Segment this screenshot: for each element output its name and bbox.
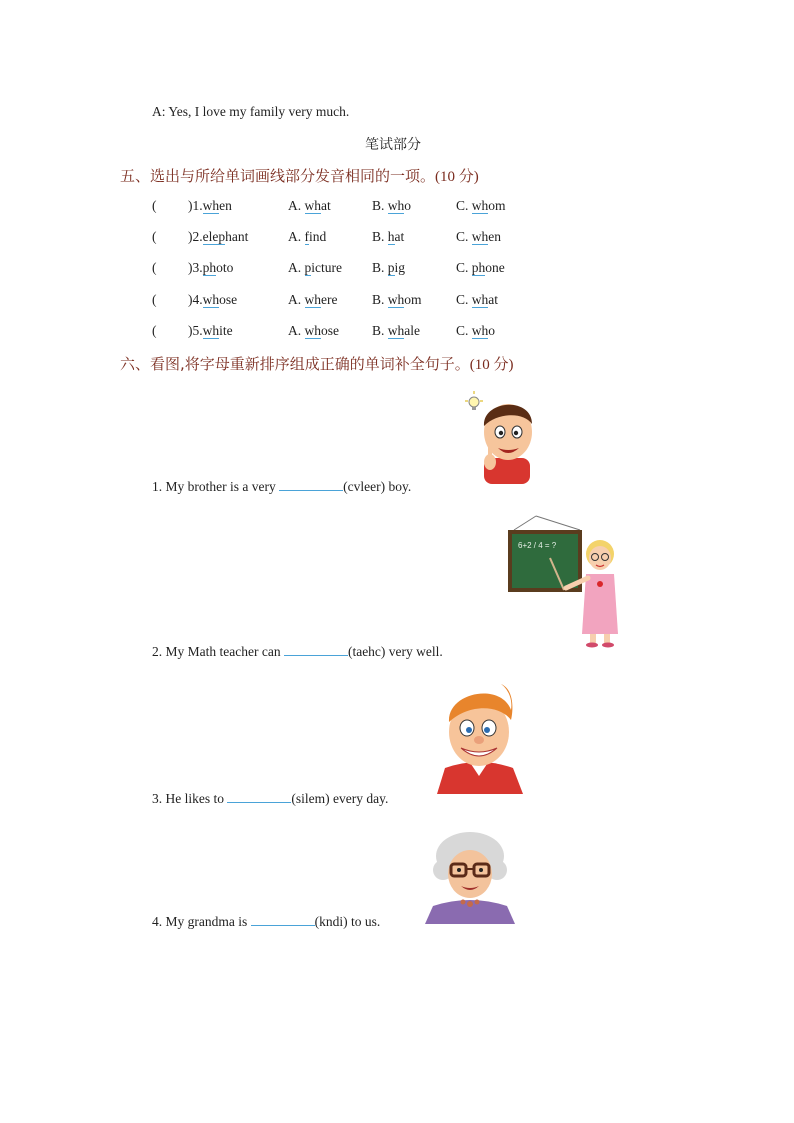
question-1-option-c: C. whom [456,198,506,213]
underlined-part: p [387,260,395,275]
section6-heading [120,353,514,374]
question-4-bracket [152,292,157,308]
question-3-bracket [152,260,157,276]
sentence-1: 1. My brother is a very (cvleer) boy. [152,479,412,494]
underlined-part: wh [387,198,405,213]
underlined-part: f [304,229,309,244]
underlined-part: wh [202,292,220,307]
underlined-part: wh [387,292,405,307]
underlined-part: ph [471,260,486,275]
question-3-option-c: C. phone [456,260,505,275]
question-number: )3. [188,260,203,275]
section6-heading-text: 六、看图,将字母重新排序组成正确的单词补全句子。 [120,355,470,373]
underlined-part: p [304,260,312,275]
answer-paren[interactable]: ( [152,198,157,213]
question-number: )5. [188,323,203,338]
underlined-part: wh [304,323,321,338]
sentence-3: 3. He likes to (silem) every day. [152,791,389,806]
question-1-option-b: B. who [372,198,412,213]
question-number: )1. [188,198,203,213]
question-2-option-a: A. find [288,229,327,244]
answer-blank-2[interactable] [284,643,348,656]
question-4-option-c: C. what [456,292,499,307]
underlined-part: wh [471,292,489,307]
section6-points: (10 分) [469,357,514,373]
answer-paren[interactable]: ( [152,292,157,307]
question-5-option-c: C. who [456,323,496,338]
teacher-blackboard-illustration [504,514,628,648]
question-4-option-b: B. whom [372,292,422,307]
answer-line: A: Yes, I love my family very much. [152,104,350,119]
lightbulb-icon [465,391,483,410]
question-5-word: )5.white [188,323,233,338]
sentence-4: 4. My grandma is (kndi) to us. [152,914,381,929]
question-3-word: )3.photo [188,260,234,275]
underlined-part: wh [471,198,489,213]
underlined-part: wh [471,323,489,338]
section5-heading-text: 五、选出与所给单词画线部分发音相同的一项。 [120,167,436,185]
underlined-part: wh [304,198,321,213]
question-number: )4. [188,292,203,307]
question-5-option-b: B. whale [372,323,421,338]
answer-paren[interactable]: ( [152,260,157,275]
underlined-part: elep [202,229,226,244]
underlined-part: wh [202,323,220,338]
board-text: 6+2 / 4 = ? [518,541,557,550]
section5-heading [120,165,479,186]
answer-blank-3[interactable] [227,790,291,803]
underlined-part: wh [471,229,489,244]
question-1-bracket [152,198,157,214]
answer-paren[interactable]: ( [152,323,157,338]
question-1-option-a: A. what [288,198,331,213]
question-2-option-b: B. hat [372,229,405,244]
question-2-word: )2.elephant [188,229,249,244]
grandma-illustration [421,826,519,924]
sentence-2: 2. My Math teacher can (taehc) very well. [152,644,443,659]
question-1-word: )1.when [188,198,232,213]
smiling-man-illustration [431,676,527,794]
question-4-word: )4.whose [188,292,238,307]
question-number: )2. [188,229,203,244]
underlined-part: wh [304,292,321,307]
underlined-part: h [387,229,395,244]
question-3-option-a: A. picture [288,260,342,275]
answer-blank-1[interactable] [279,478,343,491]
question-5-bracket [152,323,157,339]
underlined-part: ph [202,260,217,275]
question-2-bracket [152,229,157,245]
question-4-option-a: A. where [288,292,338,307]
answer-blank-4[interactable] [251,913,315,926]
written-part-title: 笔试部分 [365,137,421,153]
section5-points: (10 分) [435,169,479,185]
underlined-part: wh [202,198,220,213]
question-2-option-c: C. when [456,229,502,244]
question-5-option-a: A. whose [288,323,339,338]
boy-thinking-illustration [462,388,548,486]
question-3-option-b: B. pig [372,260,406,275]
answer-paren[interactable]: ( [152,229,157,244]
underlined-part: wh [387,323,405,338]
